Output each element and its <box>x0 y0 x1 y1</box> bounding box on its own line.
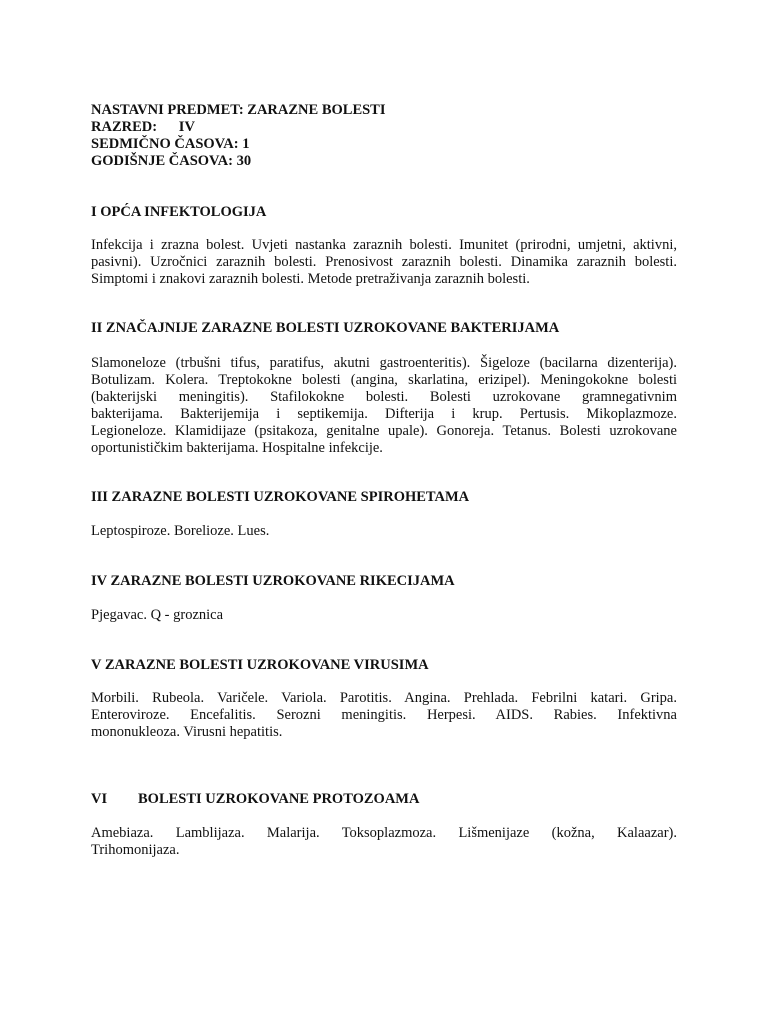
section-heading-3: III ZARAZNE BOLESTI UZROKOVANE SPIROHETAMA <box>91 489 470 505</box>
body-line: bakterijama. Bakterijemija i septikemija. Difterija i krup. Pertusis. Mikoplazmoze. <box>91 406 677 422</box>
section-body-3 <box>91 523 677 540</box>
body-line: Amebiaza. Lamblijaza. Malarija. Toksoplazmoza. Lišmenijaze (kožna, Kalaazar). <box>91 825 677 841</box>
section-heading-1: I OPĆA INFEKTOLOGIJA <box>91 204 267 220</box>
section-number: VI <box>91 791 108 807</box>
section-body-1 <box>91 237 677 288</box>
course-grade: RAZRED: IV <box>91 119 195 135</box>
body-line: Simptomi i znakovi zaraznih bolesti. Metode pretraživanja zaraznih bolesti. <box>91 271 530 287</box>
body-line: Infekcija i zrazna bolest. Uvjeti nastanka zaraznih bolesti. Imunitet (prirodni, umjetni, aktivni, <box>91 237 677 253</box>
section-body-4 <box>91 607 677 624</box>
section-body-6 <box>91 825 677 859</box>
body-line: (bakterijski meningitis). Stafilokokne bolesti. Bolesti uzrokovane gramnegativnim <box>91 389 677 405</box>
body-line: Morbili. Rubeola. Varičele. Variola. Parotitis. Angina. Prehlada. Febrilni katari. Gripa. <box>91 690 677 706</box>
course-subject: NASTAVNI PREDMET: ZARAZNE BOLESTI <box>91 102 386 118</box>
body-line: Enteroviroze. Encefalitis. Serozni meningitis. Herpesi. AIDS. Rabies. Infektivna <box>91 707 677 723</box>
body-line: mononukleoza. Virusni hepatitis. <box>91 724 283 740</box>
body-line: pasivni). Uzročnici zaraznih bolesti. Prenosivost zaraznih bolesti. Dinamika zaraznih bolesti. <box>91 254 677 270</box>
weekly-hours: SEDMIČNO ČASOVA: 1 <box>91 136 250 152</box>
section-title: BOLESTI UZROKOVANE PROTOZOAMA <box>138 791 420 807</box>
yearly-hours: GODIŠNJE ČASOVA: 30 <box>91 153 252 169</box>
body-line: Legioneloze. Klamidijaze (psitakoza, genitalne upale). Gonoreja. Tetanus. Bolesti uzrokovane <box>91 423 677 439</box>
body-line: oportunističkim bakterijama. Hospitalne infekcije. <box>91 440 383 456</box>
section-body-5 <box>91 690 677 741</box>
body-line: Leptospiroze. Borelioze. Lues. <box>91 523 270 539</box>
section-heading-5: V ZARAZNE BOLESTI UZROKOVANE VIRUSIMA <box>91 657 429 673</box>
section-heading-2: II ZNAČAJNIJE ZARAZNE BOLESTI UZROKOVANE BAKTERIJAMA <box>91 320 560 336</box>
body-line: Slamoneloze (trbušni tifus, paratifus, akutni gastroenteritis). Šigeloze (bacilarna dizenterija). <box>91 355 677 371</box>
section-heading-6 <box>91 791 419 808</box>
section-heading-4: IV ZARAZNE BOLESTI UZROKOVANE RIKECIJAMA <box>91 573 455 589</box>
body-line: Botulizam. Kolera. Treptokokne bolesti (angina, skarlatina, erizipel). Meningokokne bolesti <box>91 372 677 388</box>
section-body-2 <box>91 355 677 457</box>
body-line: Trihomonijaza. <box>91 842 180 858</box>
course-header <box>91 102 386 170</box>
body-line: Pjegavac. Q - groznica <box>91 607 224 623</box>
